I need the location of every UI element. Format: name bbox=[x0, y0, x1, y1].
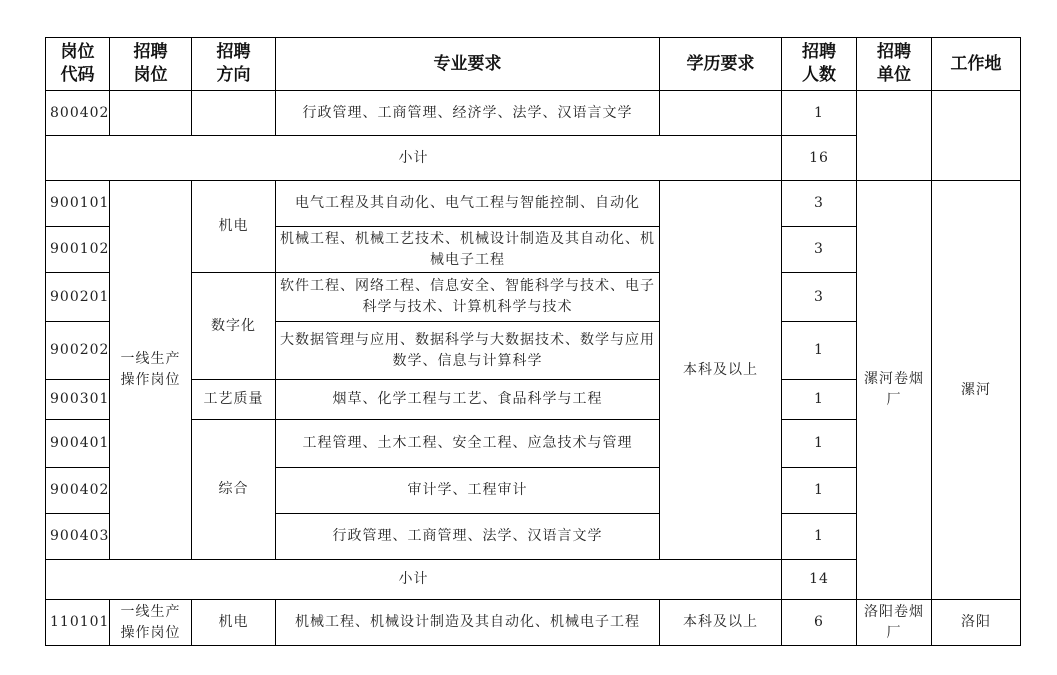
post-code: 900403 bbox=[46, 514, 110, 560]
post-code: 110101 bbox=[46, 600, 110, 646]
post-direction bbox=[192, 91, 276, 136]
recruit-count: 3 bbox=[782, 181, 857, 227]
subtotal-label: 小计 bbox=[46, 136, 782, 181]
education-requirement: 本科及以上 bbox=[660, 181, 782, 560]
major-requirement: 机械工程、机械工艺技术、机械设计制造及其自动化、机械电子工程 bbox=[276, 227, 660, 273]
recruit-count: 1 bbox=[782, 322, 857, 380]
post-code: 900301 bbox=[46, 380, 110, 420]
post-code: 900402 bbox=[46, 468, 110, 514]
post-name: 一线生产操作岗位 bbox=[110, 181, 192, 560]
recruit-count: 1 bbox=[782, 420, 857, 468]
post-code: 900401 bbox=[46, 420, 110, 468]
post-code: 900202 bbox=[46, 322, 110, 380]
major-requirement: 机械工程、机械设计制造及其自动化、机械电子工程 bbox=[276, 600, 660, 646]
subtotal-value: 16 bbox=[782, 136, 857, 181]
major-requirement: 软件工程、网络工程、信息安全、智能科学与技术、电子科学与技术、计算机科学与技术 bbox=[276, 273, 660, 322]
header-education: 学历要求 bbox=[660, 38, 782, 91]
education-requirement: 本科及以上 bbox=[660, 600, 782, 646]
header-row bbox=[46, 38, 1021, 91]
post-direction: 机电 bbox=[192, 181, 276, 273]
work-place: 洛阳 bbox=[932, 600, 1021, 646]
recruit-count: 1 bbox=[782, 380, 857, 420]
major-requirement: 行政管理、工商管理、法学、汉语言文学 bbox=[276, 514, 660, 560]
major-requirement: 烟草、化学工程与工艺、食品科学与工程 bbox=[276, 380, 660, 420]
post-name bbox=[110, 91, 192, 136]
post-code: 900201 bbox=[46, 273, 110, 322]
major-requirement: 工程管理、土木工程、安全工程、应急技术与管理 bbox=[276, 420, 660, 468]
post-direction: 机电 bbox=[192, 600, 276, 646]
header-count: 招聘 人数 bbox=[782, 38, 857, 91]
header-direction: 招聘 方向 bbox=[192, 38, 276, 91]
major-requirement: 电气工程及其自动化、电气工程与智能控制、自动化 bbox=[276, 181, 660, 227]
major-requirement: 行政管理、工商管理、经济学、法学、汉语言文学 bbox=[276, 91, 660, 136]
post-direction: 工艺质量 bbox=[192, 380, 276, 420]
major-requirement: 审计学、工程审计 bbox=[276, 468, 660, 514]
recruitment-table bbox=[45, 37, 1021, 646]
work-place bbox=[932, 91, 1021, 181]
recruit-count: 1 bbox=[782, 91, 857, 136]
post-code: 900102 bbox=[46, 227, 110, 273]
work-place: 漯河 bbox=[932, 181, 1021, 600]
subtotal-label: 小计 bbox=[46, 560, 782, 600]
post-code: 900101 bbox=[46, 181, 110, 227]
table-row bbox=[46, 181, 1021, 227]
post-direction: 数字化 bbox=[192, 273, 276, 380]
post-direction: 综合 bbox=[192, 420, 276, 560]
recruit-count: 3 bbox=[782, 227, 857, 273]
recruit-count: 6 bbox=[782, 600, 857, 646]
recruit-count: 1 bbox=[782, 468, 857, 514]
subtotal-value: 14 bbox=[782, 560, 857, 600]
post-name: 一线生产操作岗位 bbox=[110, 600, 192, 646]
header-major: 专业要求 bbox=[276, 38, 660, 91]
header-code: 岗位 代码 bbox=[46, 38, 110, 91]
table-row bbox=[46, 600, 1021, 646]
header-unit: 招聘 单位 bbox=[857, 38, 932, 91]
recruit-count: 3 bbox=[782, 273, 857, 322]
post-code: 800402 bbox=[46, 91, 110, 136]
education-requirement bbox=[660, 91, 782, 136]
recruit-unit: 漯河卷烟厂 bbox=[857, 181, 932, 600]
recruit-unit: 洛阳卷烟厂 bbox=[857, 600, 932, 646]
header-post: 招聘 岗位 bbox=[110, 38, 192, 91]
table-row bbox=[46, 91, 1021, 136]
header-place: 工作地 bbox=[932, 38, 1021, 91]
major-requirement: 大数据管理与应用、数据科学与大数据技术、数学与应用数学、信息与计算科学 bbox=[276, 322, 660, 380]
recruit-unit bbox=[857, 91, 932, 181]
recruit-count: 1 bbox=[782, 514, 857, 560]
